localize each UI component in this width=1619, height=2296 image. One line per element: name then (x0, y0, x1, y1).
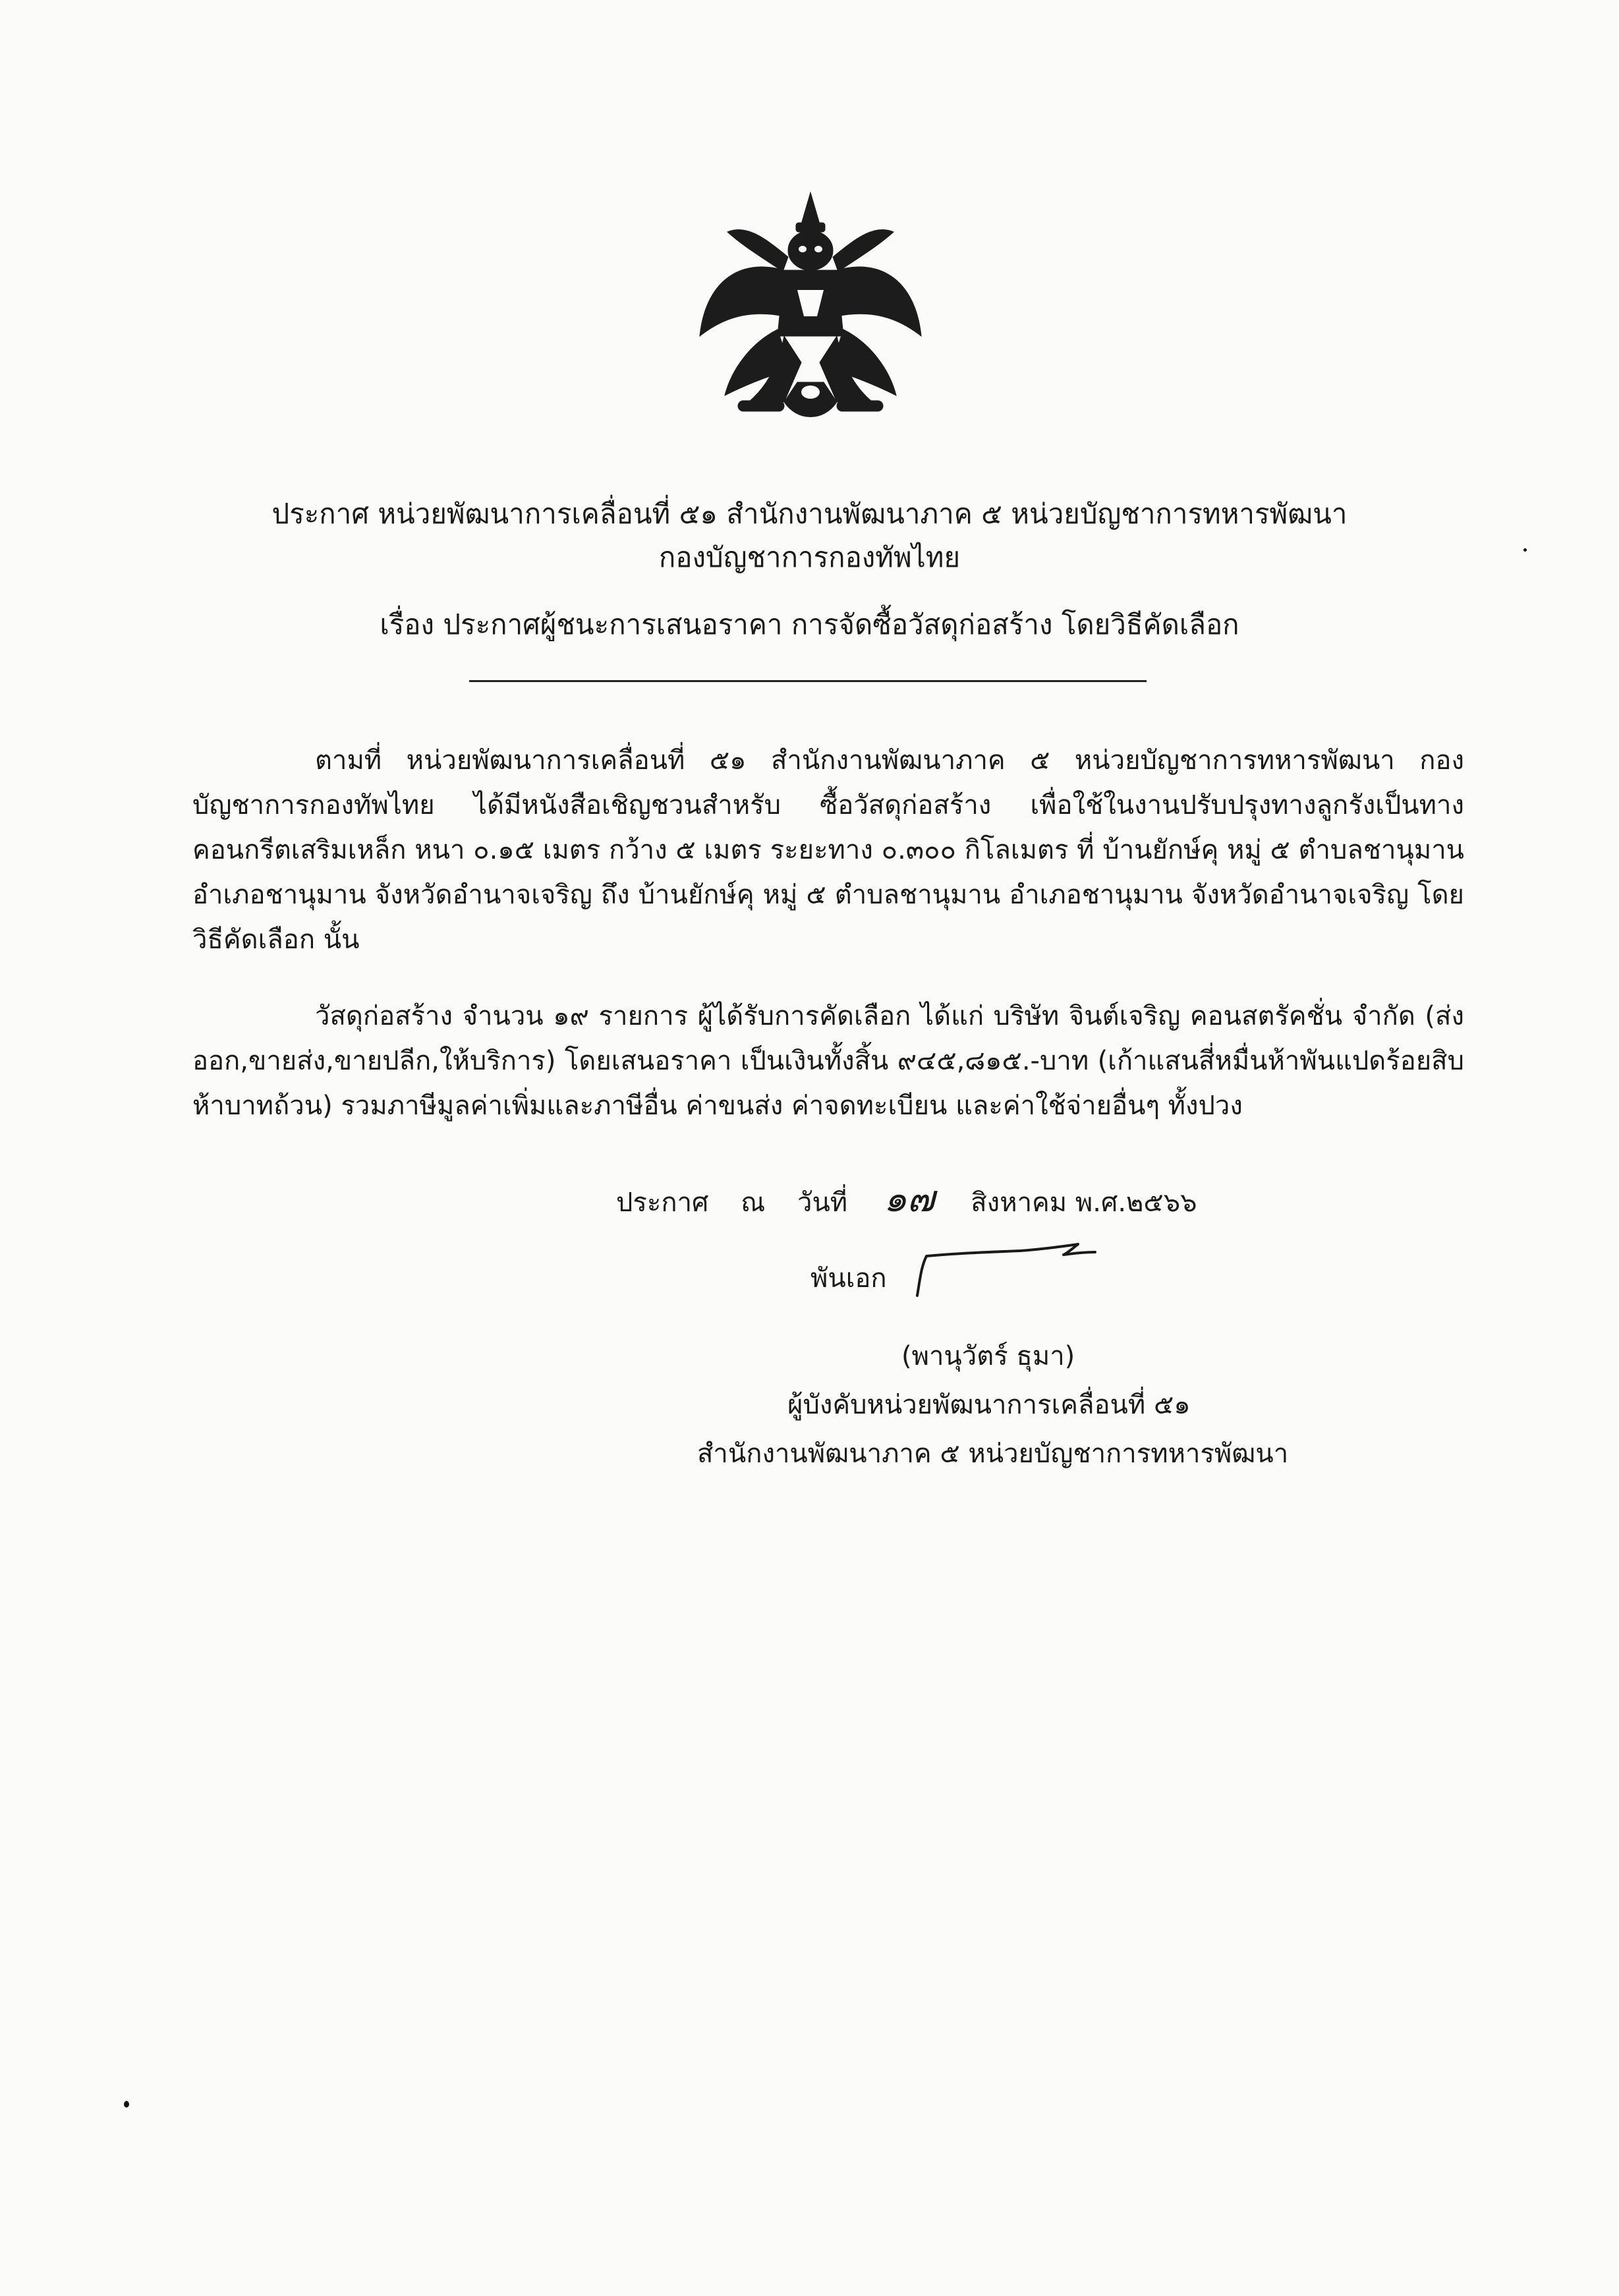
header-divider (469, 680, 1147, 682)
day-label: วันที่ (797, 1188, 848, 1218)
subject-line: เรื่อง ประกาศผู้ชนะการเสนอราคา การจัดซื้อวัสดุก่อสร้าง โดยวิธีคัดเลือก (380, 608, 1239, 641)
body-paragraph-2-text: วัสดุก่อสร้าง จำนวน ๑๙ รายการ ผู้ได้รับการคัดเลือก ได้แก่ บริษัท จินต์เจริญ คอนสตรัคชั่น จำกัด (ส่งออก,ขายส่ง,ขายปลีก,ให้บริการ) โดยเสนอราคา เป็นเงินทั้งสิ้น ๙๔๕,๘๑๕.-บาท (เก้าแสนสี่หมื่นห้าพันแปดร้อยสิบห้าบาทถ้วน) รวมภาษีมูลค่าเพิ่มและภาษีอื่น ค่าขนส่ง ค่าจดทะเบียน และค่าใช้จ่ายอื่นๆ ทั้งปวง (192, 1001, 1464, 1121)
garuda-emblem-icon (685, 185, 936, 435)
header-line-1: ประกาศ หน่วยพัฒนาการเคลื่อนที่ ๕๑ สำนักงานพัฒนาภาค ๕ หน่วยบัญชาการทหารพัฒนา (271, 498, 1348, 530)
signer-position-1: ผู้บังคับหน่วยพัฒนาการเคลื่อนที่ ๕๑ (787, 1390, 1191, 1420)
signer-position-2: สำนักงานพัฒนาภาค ๕ หน่วยบัญชาการทหารพัฒนา (697, 1439, 1289, 1469)
body-paragraph-1-text: ตามที่ หน่วยพัฒนาการเคลื่อนที่ ๕๑ สำนักงานพัฒนาภาค ๕ หน่วยบัญชาการทหารพัฒนา กองบัญชาการกองทัพไทย ได้มีหนังสือเชิญชวนสำหรับ ซื้อวัสดุก่อสร้าง เพื่อใช้ในงานปรับปรุงทางลูกรังเป็นทางคอนกรีตเสริมเหล็ก หนา ๐.๑๕ เมตร กว้าง ๕ เมตร ระยะทาง ๐.๓๐๐ กิโลเมตร ที่ บ้านยักษ์คุ หมู่ ๕ ตำบลชานุมาน อำเภอชานุมาน จังหวัดอำนาจเจริญ ถึง บ้านยักษ์คุ หมู่ ๕ ตำบลชานุมาน อำเภอชานุมาน จังหวัดอำนาจเจริญ โดยวิธีคัดเลือก นั้น (192, 745, 1464, 955)
body-paragraph-2 (192, 994, 1464, 1128)
month-year: สิงหาคม พ.ศ.๒๕๖๖ (971, 1188, 1197, 1218)
scan-speck (124, 2101, 129, 2108)
announcement-date-line (616, 1180, 1197, 1222)
signer-name: (พานุวัตร์ ธุมา) (901, 1341, 1075, 1371)
at-label: ณ (741, 1188, 766, 1218)
signer-rank: พันเอก (810, 1263, 887, 1294)
scan-speck (1523, 548, 1527, 552)
header-line-2: กองบัญชาการกองทัพไทย (658, 541, 961, 573)
handwritten-day: ๑๗ (883, 1178, 935, 1220)
announced-label: ประกาศ (616, 1188, 709, 1218)
body-paragraph-1 (192, 738, 1464, 962)
handwritten-signature-icon (908, 1240, 1099, 1300)
